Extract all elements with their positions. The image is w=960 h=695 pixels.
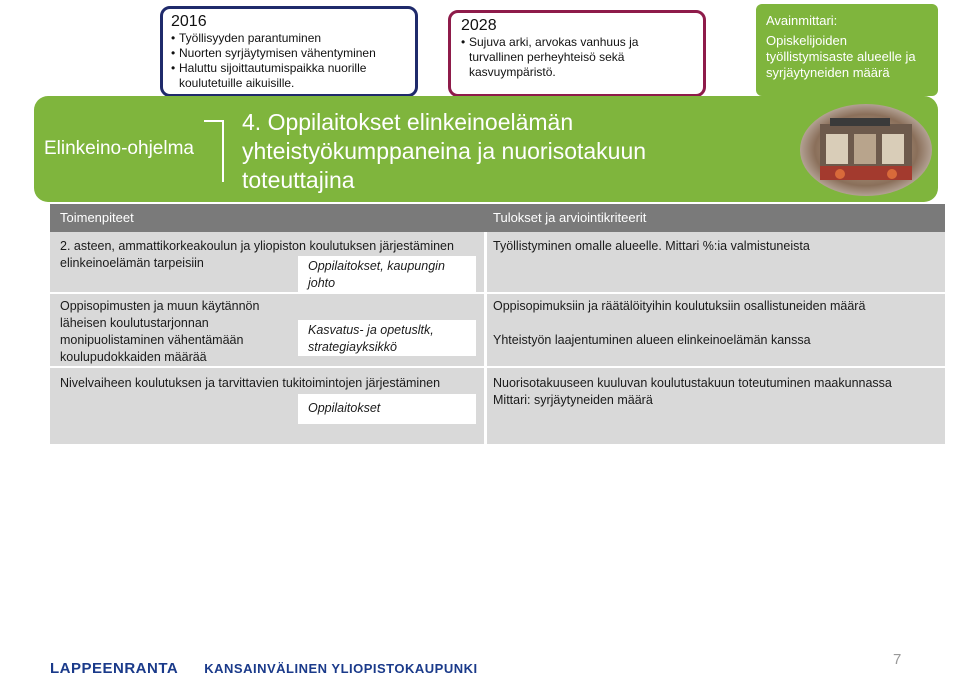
footer-brand [50, 660, 478, 677]
key-indicator-label: Avainmittari: [766, 13, 838, 28]
program-name: Elinkeino-ohjelma [44, 138, 194, 159]
column-divider [484, 232, 487, 444]
goal-2016-bullet: • Haluttu sijoittautumispaikka nuorille koulutetuille aikuisille. [171, 61, 407, 91]
goal-2016-bullet: • Nuorten syrjäytymisen vähentyminen [171, 46, 407, 61]
measure-text-value: Oppisopimusten ja muun käytännön läheisen koulutustarjonnan monipuolistaminen vähentämään koulupudokkaiden määrää [60, 299, 260, 364]
owner-box: Kasvatus- ja opetusltk, strategiayksikkö [298, 320, 476, 356]
footer-city: LAPPEENRANTA [50, 660, 179, 677]
measure-text: Nivelvaiheen koulutuksen ja tarvittavien tukitoimintojen järjestäminen [60, 376, 441, 390]
header-measures: Toimenpiteet [60, 210, 134, 225]
result-text: Nuorisotakuuseen kuuluvan koulutustakuun toteutuminen maakunnassa Mittari: syrjäytyneiden määrä [493, 376, 892, 407]
key-indicator-text: Opiskelijoiden työllistymisaste alueelle ja syrjäytyneiden määrä [766, 33, 916, 80]
header-results: Tulokset ja arviointikriteerit [493, 210, 647, 225]
table-header [50, 204, 945, 232]
banner-divider [204, 120, 222, 122]
goal-2016-bullet: • Työllisyyden parantuminen [171, 31, 407, 46]
storefront-photo-graphic [800, 104, 932, 196]
banner-divider [222, 120, 224, 182]
storefront-photo [800, 104, 932, 196]
goal-2016-box [160, 6, 418, 97]
goal-2028-year: 2028 [461, 17, 497, 34]
page-title: 4. Oppilaitokset elinkeinoelämän yhteistyökumppaneina ja nuorisotakuun toteuttajina [242, 109, 647, 193]
result-text: Yhteistyön laajentuminen alueen elinkeinoelämän kanssa [493, 333, 811, 347]
owner-box: Oppilaitokset, kaupungin johto [298, 256, 476, 292]
page-number: 7 [893, 651, 902, 668]
goal-2028-box [448, 10, 706, 97]
result-text: Oppisopimuksiin ja räätälöityihin koulutuksiin osallistuneiden määrä [493, 299, 866, 313]
goal-2028-bullet: • Sujuva arki, arvokas vanhuus ja turvallinen perheyhteisö sekä kasvuympäristö. [461, 35, 693, 80]
key-indicator-box [756, 4, 938, 96]
measure-text: 2. asteen, ammattikorkeakoulun ja yliopiston koulutuksen järjestäminen elinkeinoelämän tarpeisiin [60, 239, 454, 270]
result-text: Työllistyminen omalle alueelle. Mittari %:ia valmistuneista [493, 239, 810, 253]
owner-box: Oppilaitokset [298, 394, 476, 424]
goal-2016-year: 2016 [171, 13, 207, 30]
footer-slogan: KANSAINVÄLINEN YLIOPISTOKAUPUNKI [204, 661, 478, 676]
